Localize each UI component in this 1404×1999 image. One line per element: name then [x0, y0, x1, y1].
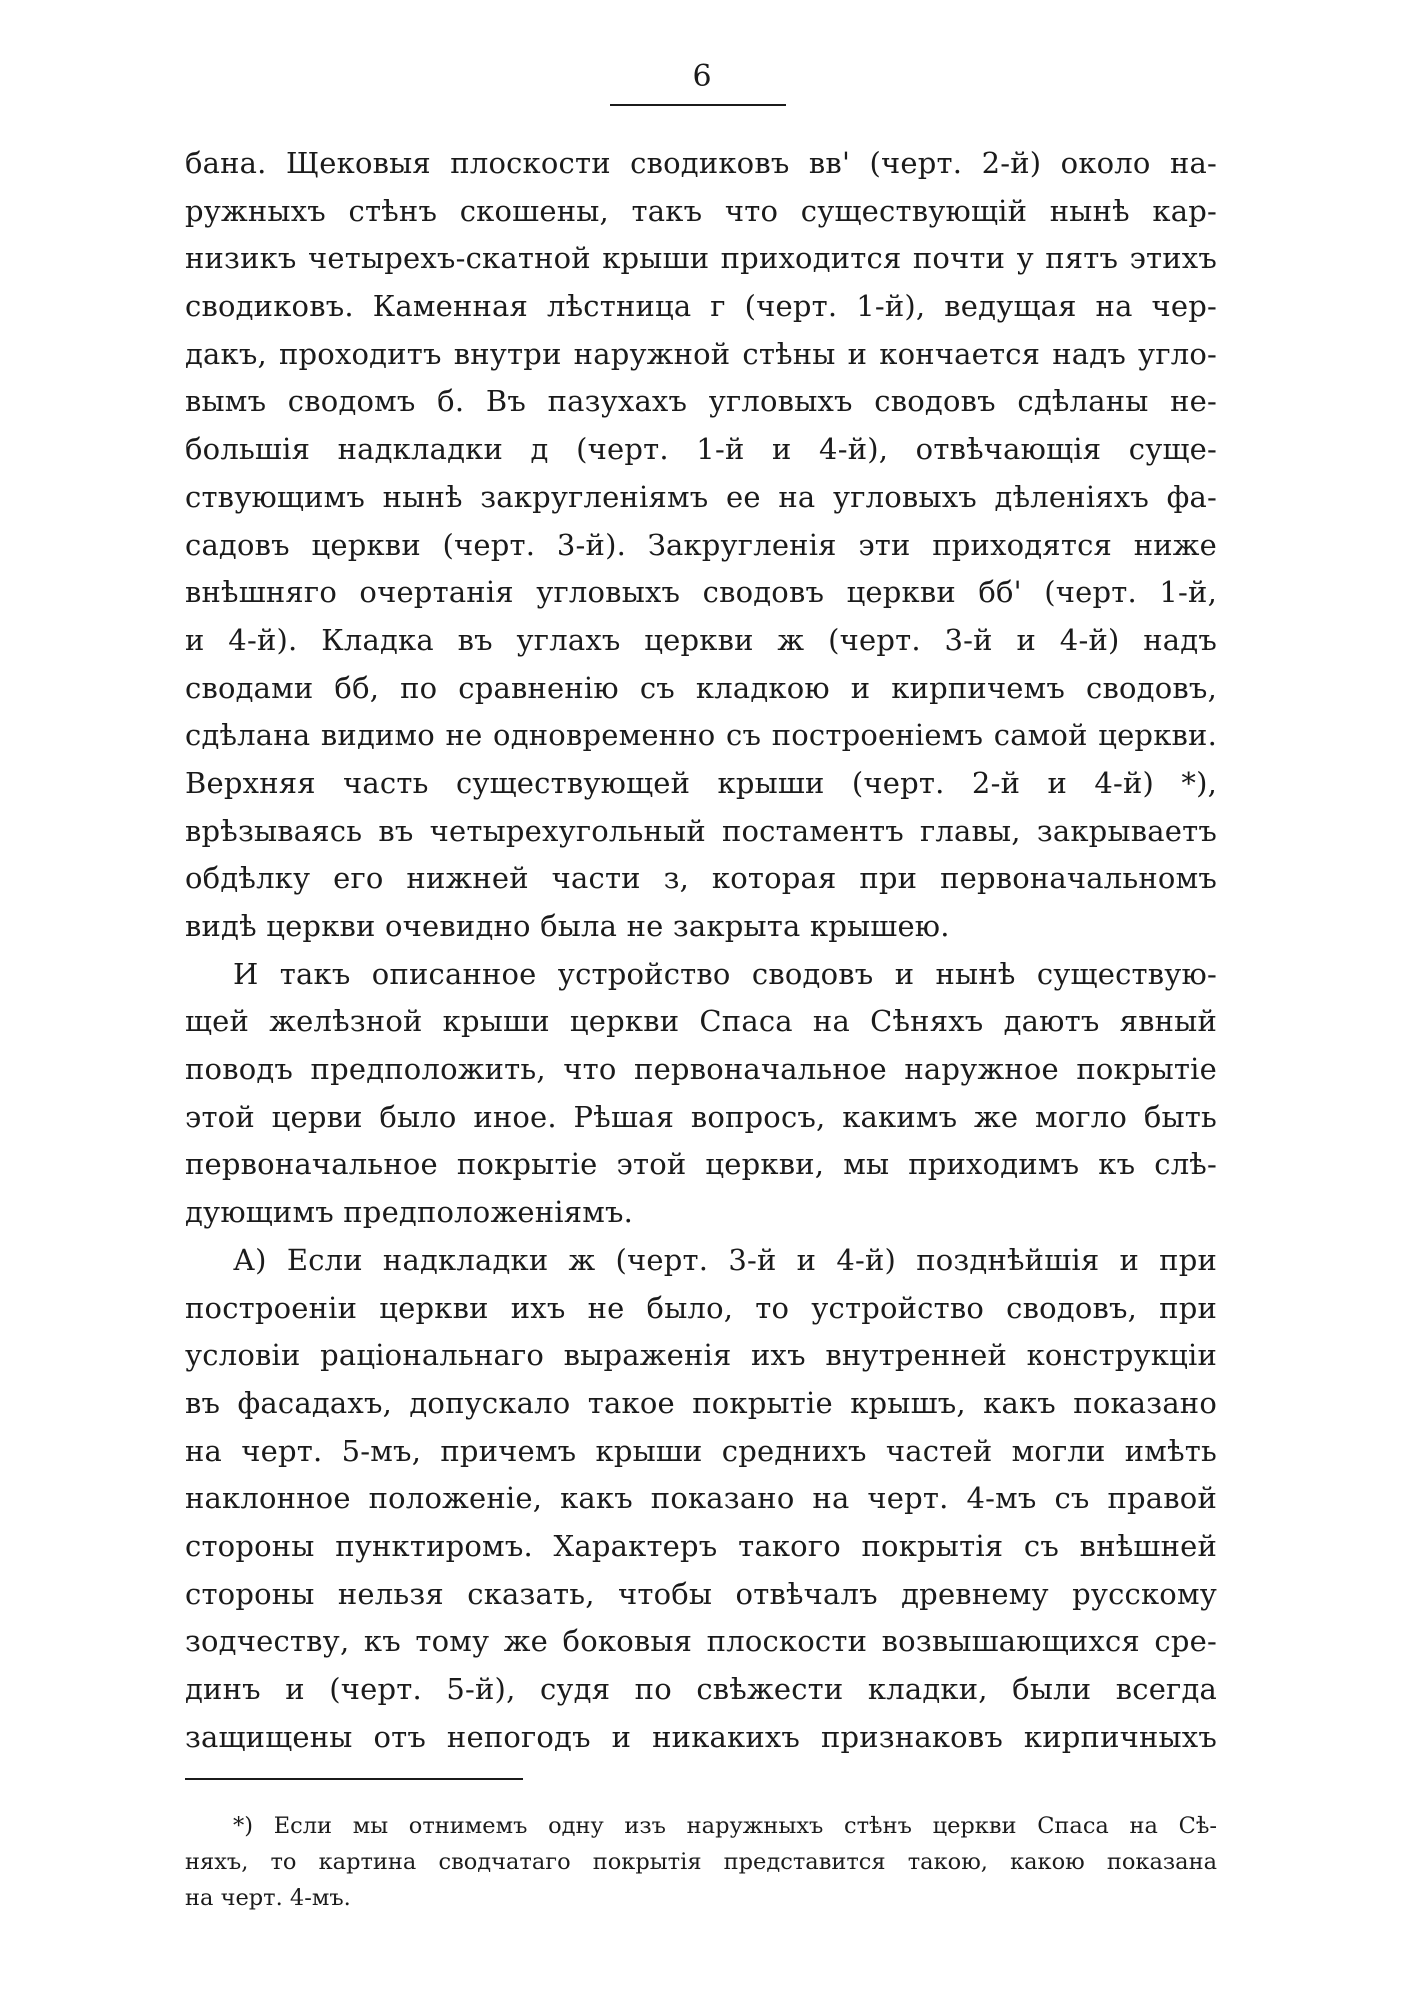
page-number: 6 [692, 59, 712, 94]
text-line: дующимъ предположеніямъ. [185, 1195, 634, 1230]
text-line: обдѣлку его нижней части з, которая при первоначальномъ [185, 861, 1217, 896]
text-line: вымъ сводомъ б. Въ пазухахъ угловыхъ сводовъ сдѣланы не- [185, 384, 1217, 419]
text-line: внѣшняго очертанія угловыхъ сводовъ церкви бб' (черт. 1-й, [185, 575, 1217, 610]
text-line: большія надкладки д (черт. 1-й и 4-й), отвѣчающія суще- [185, 432, 1217, 467]
text-line: стороны пунктиромъ. Характеръ такого покрытія съ внѣшней [185, 1528, 1217, 1563]
text-line: садовъ церкви (черт. 3-й). Закругленія эти приходятся ниже [185, 527, 1217, 562]
text-line: бана. Щековыя плоскости сводиковъ вв' (черт. 2-й) около на- [185, 146, 1217, 180]
text-line: ствующимъ нынѣ закругленіямъ ее на угловыхъ дѣленіяхъ фа- [185, 479, 1217, 514]
text-line: дакъ, проходитъ внутри наружной стѣны и кончается надъ угло- [185, 336, 1217, 371]
text-line: первоначальное покрытіе этой церкви, мы приходимъ къ слѣ- [185, 1147, 1217, 1182]
text-line: врѣзываясь въ четырехугольный постаментъ главы, закрываетъ [185, 813, 1217, 848]
text-line: щей желѣзной крыши церкви Спаса на Сѣняхъ даютъ явный [185, 1004, 1217, 1039]
footnote-line: няхъ, то картина сводчатаго покрытія представится такою, какою показана [185, 1849, 1217, 1875]
text-line: сводами бб, по сравненію съ кладкою и кирпичемъ сводовъ, [185, 670, 1217, 705]
text-line: наклонное положеніе, какъ показано на черт. 4-мъ съ правой [185, 1481, 1217, 1516]
footnote-line: *) Если мы отнимемъ одну изъ наружныхъ стѣнъ церкви Спаса на Сѣ- [233, 1813, 1217, 1839]
footnote-rule [185, 1778, 523, 1780]
text-line: Верхняя часть существующей крыши (черт. 2-й и 4-й) *), [185, 765, 1217, 800]
text-line: низикъ четырехъ-скатной крыши приходится почти у пятъ этихъ [185, 241, 1217, 276]
text-line: И такъ описанное устройство сводовъ и нынѣ существую- [233, 956, 1217, 991]
footnote [185, 1808, 1217, 1916]
body-text [185, 140, 1217, 1761]
text-line: стороны нельзя сказать, чтобы отвѣчалъ древнему русскому [185, 1576, 1217, 1611]
header-rule [610, 104, 786, 106]
text-line: сдѣлана видимо не одновременно съ построеніемъ самой церкви. [185, 718, 1217, 753]
text-line: и 4-й). Кладка въ углахъ церкви ж (черт. 3-й и 4-й) надъ [185, 622, 1217, 657]
text-line: защищены отъ непогодъ и никакихъ признаковъ кирпичныхъ [185, 1719, 1217, 1754]
text-line: условіи раціональнаго выраженія ихъ внутренней конструкціи [185, 1338, 1217, 1373]
footnote-line: на черт. 4-мъ. [185, 1885, 351, 1911]
text-line: зодчеству, къ тому же боковыя плоскости возвышающихся сре- [185, 1624, 1217, 1659]
text-line: А) Если надкладки ж (черт. 3-й и 4-й) позднѣйшія и при [233, 1242, 1217, 1277]
text-line: поводъ предположить, что первоначальное наружное покрытіе [185, 1052, 1217, 1087]
text-line: сводиковъ. Каменная лѣстница г (черт. 1-й), ведущая на чер- [185, 289, 1217, 324]
text-line: этой церви было иное. Рѣшая вопросъ, какимъ же могло быть [185, 1099, 1217, 1134]
text-line: видѣ церкви очевидно была не закрыта крышею. [185, 909, 950, 943]
text-line: на черт. 5-мъ, причемъ крыши среднихъ частей могли имѣть [185, 1433, 1217, 1468]
text-line: построеніи церкви ихъ не было, то устройство сводовъ, при [185, 1290, 1217, 1325]
text-line: въ фасадахъ, допускало такое покрытіе крышъ, какъ показано [185, 1385, 1217, 1420]
text-line: динъ и (черт. 5-й), судя по свѣжести кладки, были всегда [185, 1672, 1217, 1706]
text-line: ружныхъ стѣнъ скошены, такъ что существующій нынѣ кар- [185, 193, 1217, 228]
